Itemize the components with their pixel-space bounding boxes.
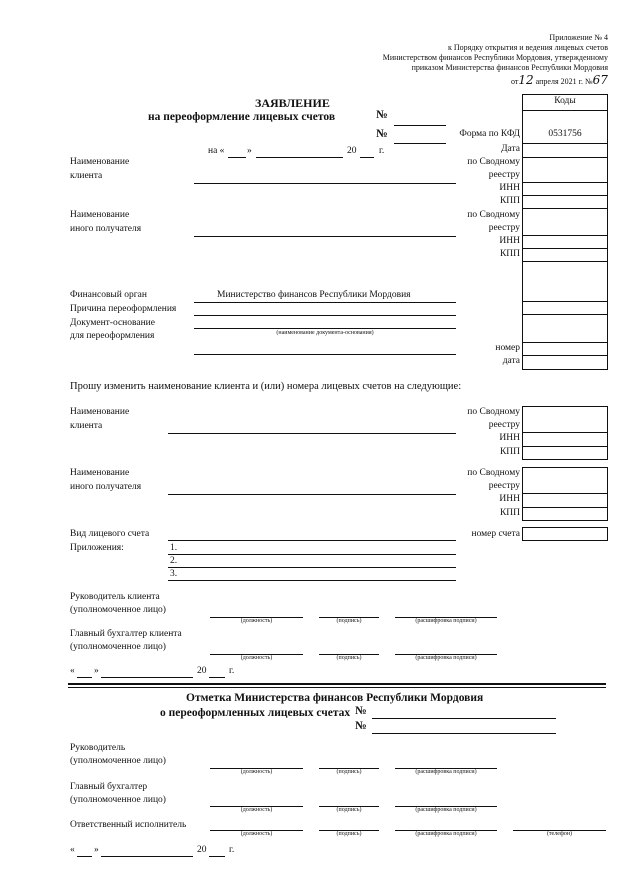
account-type-field[interactable] — [168, 540, 456, 541]
client-name-label-2: клиента — [70, 171, 103, 181]
fin-organ-line — [194, 302, 456, 303]
m-head-signature-caption: (подпись) — [336, 769, 362, 775]
m-accountant-label-1: Главный бухгалтер — [70, 782, 148, 792]
form-label: Форма по КФД — [459, 129, 520, 139]
appendix-ot: от — [511, 77, 519, 86]
other-reg-label-1: по Сводному — [467, 210, 520, 220]
executor-position-caption: (должность) — [240, 831, 273, 837]
new-other-kpp-label: КПП — [499, 508, 520, 518]
fin-organ-label: Финансовый орган — [70, 290, 147, 300]
date-label: Дата — [501, 144, 520, 154]
executor-label: Ответственный исполнитель — [70, 820, 187, 830]
account-type-label: Вид лицевого счета — [70, 529, 150, 539]
na-year-prefix: 20 — [347, 146, 357, 156]
executor-decode-caption: (расшифровка подписи) — [415, 831, 477, 837]
new-other-codes-box — [522, 467, 608, 521]
accountant-position-caption: (должность) — [240, 655, 273, 661]
date-open-quote: « — [70, 666, 75, 676]
codes-row-line — [522, 182, 608, 183]
title-number-sign-2: № — [376, 128, 388, 140]
codes-row-line — [522, 342, 608, 343]
request-text: Прошу изменить наименование клиента и (или) номера лицевых счетов на следующие: — [70, 381, 462, 392]
new-client-name-label-1: Наименование — [70, 407, 130, 417]
new-client-codes-box — [522, 406, 608, 460]
title-number-line-1[interactable] — [394, 125, 446, 126]
client-name-label-1: Наименование — [70, 157, 130, 167]
na-date-close: » — [247, 146, 252, 156]
appendix-line-1: Приложение № 4 — [549, 33, 608, 42]
new-client-reg-label-1: по Сводному — [467, 407, 520, 417]
date-year-line[interactable] — [209, 677, 225, 678]
attachment-line-1[interactable] — [168, 554, 456, 555]
new-client-name-label-2: клиента — [70, 421, 103, 431]
na-year-line[interactable] — [360, 157, 374, 158]
section-divider-top — [68, 683, 606, 685]
doc-basis-field[interactable] — [194, 328, 456, 329]
mark-number-line-2[interactable] — [372, 733, 556, 734]
other-name-label-1: Наименование — [70, 210, 130, 220]
new-other-reg-label-2: реестру — [488, 481, 520, 491]
other-inn-label: ИНН — [499, 236, 520, 246]
codes-row-line — [522, 493, 608, 494]
new-client-reg-label-2: реестру — [488, 420, 520, 430]
attachments-label: Приложения: — [70, 543, 124, 553]
client-reg-label-2: реестру — [488, 170, 520, 180]
na-month-line[interactable] — [256, 157, 343, 158]
mark-title-1: Отметка Министерства финансов Республики Мордовия — [186, 692, 484, 704]
codes-row-line — [522, 143, 608, 144]
accountant-decode-caption: (расшифровка подписи) — [415, 655, 477, 661]
page-title: ЗАЯВЛЕНИЕ — [255, 96, 330, 110]
codes-row-line — [522, 446, 608, 447]
m-accountant-decode-caption: (расшифровка подписи) — [415, 807, 477, 813]
attachment-line-3[interactable] — [168, 580, 456, 581]
account-number-label: номер счета — [471, 529, 520, 539]
codes-row-line — [522, 157, 608, 158]
accountant-label-2: (уполномоченное лицо) — [70, 642, 166, 652]
attachment-item-2: 2. — [170, 556, 178, 566]
appendix-line-3: Министерством финансов Республики Мордовия, утвержденному — [382, 53, 608, 62]
codes-row-line — [522, 507, 608, 508]
appendix-line-2: к Порядку открытия и ведения лицевых счетов — [447, 43, 608, 52]
doc-basis-label-1: Документ-основание — [70, 318, 155, 328]
mark-number-line-1[interactable] — [372, 718, 556, 719]
head-label-2: (уполномоченное лицо) — [70, 605, 166, 615]
date2-suffix: г. — [229, 845, 235, 855]
doc-basis-label-2: для переоформления — [70, 331, 155, 341]
head-signature-caption: (подпись) — [336, 618, 362, 624]
new-client-name-field[interactable] — [168, 433, 456, 434]
appendix-line-5 — [511, 73, 608, 87]
na-year-suffix: г. — [379, 146, 385, 156]
appendix-day: 12 — [518, 73, 534, 87]
mark-title-2: о переоформленных лицевых счетах — [160, 707, 351, 719]
codes-row-line — [522, 314, 608, 315]
title-number-line-2[interactable] — [394, 143, 446, 144]
m-accountant-position-caption: (должность) — [240, 807, 273, 813]
codes-row-line — [522, 355, 608, 356]
doc-date-label: дата — [502, 356, 520, 366]
fin-organ-value: Министерство финансов Республики Мордовия — [217, 290, 411, 300]
new-other-inn-label: ИНН — [499, 494, 520, 504]
appendix-order-no: 67 — [592, 73, 608, 87]
attachment-item-1: 1. — [170, 543, 178, 553]
m-head-decode-caption: (расшифровка подписи) — [415, 769, 477, 775]
doc-basis-caption: (наименование документа-основания) — [276, 330, 374, 336]
appendix-month-year: апреля 2021 г. № — [535, 77, 593, 86]
client-inn-label: ИНН — [499, 183, 520, 193]
codes-header: Коды — [554, 96, 576, 106]
head-label-1: Руководитель клиента — [70, 592, 160, 602]
codes-row-line — [522, 195, 608, 196]
codes-row-line — [522, 235, 608, 236]
doc-basis-field-2[interactable] — [194, 354, 456, 355]
date-close-quote: » — [94, 666, 99, 676]
form-code-value: 0531756 — [548, 129, 582, 139]
na-date-open: на « — [208, 146, 225, 156]
attachment-item-3: 3. — [170, 569, 178, 579]
m-accountant-label-2: (уполномоченное лицо) — [70, 795, 166, 805]
m-accountant-signature-caption: (подпись) — [336, 807, 362, 813]
date2-year: 20 — [197, 845, 207, 855]
executor-phone-caption: (телефон) — [546, 831, 573, 837]
date2-year-line[interactable] — [209, 856, 225, 857]
m-head-position-caption: (должность) — [240, 769, 273, 775]
new-client-kpp-label: КПП — [499, 447, 520, 457]
new-other-reg-label-1: по Сводному — [467, 468, 520, 478]
m-head-label-1: Руководитель — [70, 743, 126, 753]
other-kpp-label: КПП — [499, 249, 520, 259]
date2-day-line[interactable] — [77, 856, 92, 857]
section-divider-bottom — [68, 687, 606, 688]
new-other-name-label-1: Наименование — [70, 468, 130, 478]
head-position-caption: (должность) — [240, 618, 273, 624]
date2-close-quote: » — [94, 845, 99, 855]
client-kpp-label: КПП — [499, 196, 520, 206]
codes-row-line — [522, 248, 608, 249]
client-name-field[interactable] — [194, 183, 456, 184]
executor-signature-caption: (подпись) — [336, 831, 362, 837]
doc-number-label: номер — [495, 343, 520, 353]
other-reg-label-2: реестру — [488, 223, 520, 233]
new-other-name-field[interactable] — [168, 494, 456, 495]
head-decode-caption: (расшифровка подписи) — [415, 618, 477, 624]
reason-field[interactable] — [194, 315, 456, 316]
page-subtitle: на переоформление лицевых счетов — [148, 111, 336, 123]
date-suffix: г. — [229, 666, 235, 676]
title-number-sign-1: № — [376, 109, 388, 121]
date2-month-line[interactable] — [101, 856, 193, 857]
na-day-line[interactable] — [228, 157, 246, 158]
account-number-box[interactable] — [522, 527, 608, 541]
codes-row-line — [522, 432, 608, 433]
mark-number-sign-2: № — [355, 720, 367, 732]
client-reg-label-1: по Сводному — [467, 157, 520, 167]
reason-label: Причина переоформления — [70, 304, 177, 314]
m-head-label-2: (уполномоченное лицо) — [70, 756, 166, 766]
other-name-label-2: иного получателя — [70, 224, 142, 234]
date-day-line[interactable] — [77, 677, 92, 678]
appendix-line-4: приказом Министерства финансов Республики Мордовия — [411, 63, 608, 72]
new-other-name-label-2: иного получателя — [70, 482, 142, 492]
date-month-line[interactable] — [101, 677, 193, 678]
other-name-field[interactable] — [194, 236, 456, 237]
new-client-inn-label: ИНН — [499, 433, 520, 443]
attachment-line-2[interactable] — [168, 567, 456, 568]
codes-row-line — [522, 301, 608, 302]
codes-row-line — [522, 208, 608, 209]
date-year: 20 — [197, 666, 207, 676]
date2-open-quote: « — [70, 845, 75, 855]
codes-header-divider — [522, 110, 608, 111]
accountant-label-1: Главный бухгалтер клиента — [70, 629, 182, 639]
mark-number-sign-1: № — [355, 705, 367, 717]
codes-row-line — [522, 261, 608, 262]
accountant-signature-caption: (подпись) — [336, 655, 362, 661]
